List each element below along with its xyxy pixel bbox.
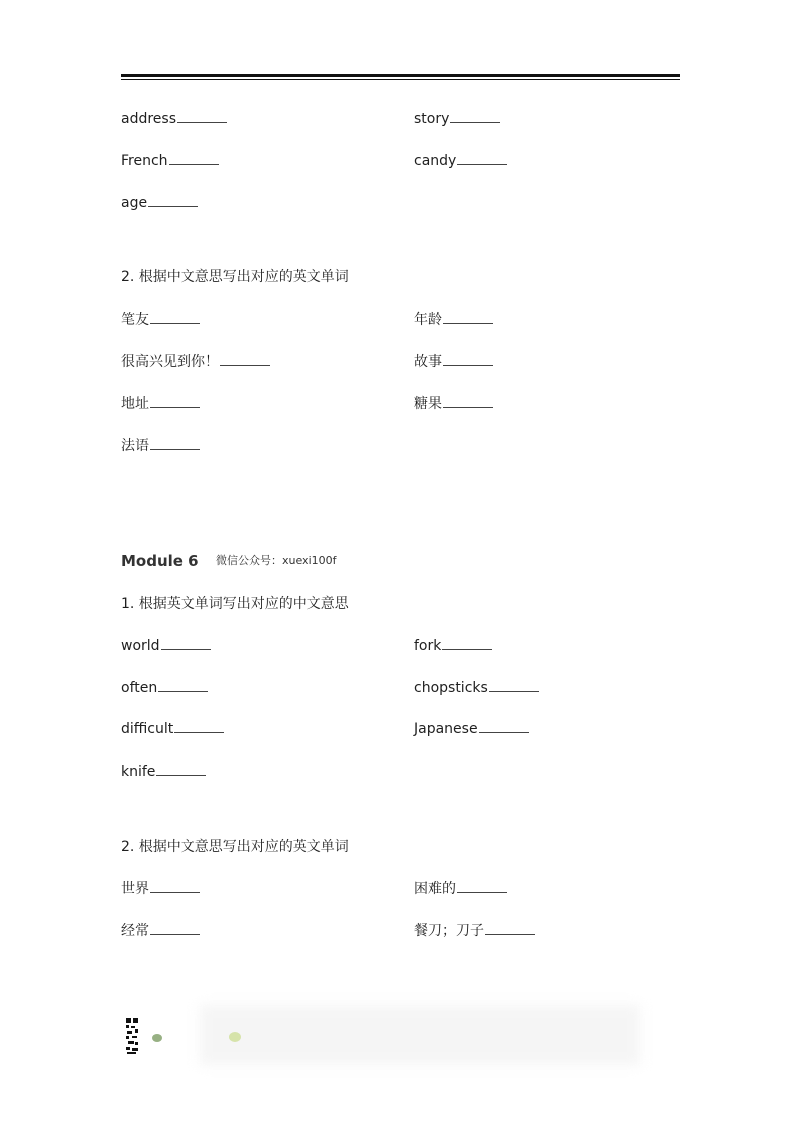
header-rule-thin <box>121 79 680 80</box>
word-item <box>414 922 535 940</box>
word-label: 法语 <box>121 438 149 454</box>
word-item <box>414 720 529 738</box>
word-label: knife <box>121 764 156 780</box>
answer-blank[interactable] <box>457 880 507 893</box>
answer-blank[interactable] <box>443 353 493 366</box>
word-label: age <box>121 195 148 211</box>
word-item <box>121 720 224 738</box>
answer-blank[interactable] <box>156 763 206 776</box>
word-label: 年龄 <box>414 312 442 328</box>
word-label: often <box>121 680 158 696</box>
word-item <box>121 437 200 455</box>
answer-blank[interactable] <box>442 637 492 650</box>
word-item <box>414 880 507 898</box>
word-item <box>414 637 492 655</box>
leaf-icon <box>228 1030 242 1044</box>
answer-blank[interactable] <box>174 720 224 733</box>
word-label: story <box>414 111 450 127</box>
leaf-icon <box>151 1032 163 1044</box>
word-item <box>414 152 507 170</box>
answer-blank[interactable] <box>485 922 535 935</box>
word-item <box>414 353 493 371</box>
word-item <box>414 311 493 329</box>
answer-blank[interactable] <box>450 110 500 123</box>
word-label: 糖果 <box>414 396 442 412</box>
word-label: 世界 <box>121 881 149 897</box>
word-item <box>121 679 208 697</box>
word-label: 很高兴见到你！ <box>121 354 219 370</box>
word-item <box>121 110 227 128</box>
word-item <box>121 880 200 898</box>
word-item <box>414 395 493 413</box>
word-label: 餐刀；刀子 <box>414 923 484 939</box>
answer-blank[interactable] <box>150 437 200 450</box>
word-label: chopsticks <box>414 680 488 696</box>
word-label: difficult <box>121 721 174 737</box>
word-label: 笔友 <box>121 312 149 328</box>
word-label: world <box>121 638 160 654</box>
section-heading: 2. 根据中文意思写出对应的英文单词 <box>121 839 349 855</box>
word-item <box>121 311 200 329</box>
word-label: 经常 <box>121 923 149 939</box>
word-label: 故事 <box>414 354 442 370</box>
word-label: Japanese <box>414 721 478 737</box>
answer-blank[interactable] <box>150 311 200 324</box>
answer-blank[interactable] <box>479 720 529 733</box>
answer-blank[interactable] <box>150 395 200 408</box>
word-item <box>121 395 200 413</box>
answer-blank[interactable] <box>443 395 493 408</box>
word-item <box>414 110 500 128</box>
header-rule-thick <box>121 74 680 77</box>
footer-blur <box>200 1005 640 1065</box>
wechat-account: 微信公众号：xuexi100f <box>216 554 337 567</box>
answer-blank[interactable] <box>177 110 227 123</box>
word-item <box>121 763 206 781</box>
answer-blank[interactable] <box>150 922 200 935</box>
word-label: address <box>121 111 177 127</box>
answer-blank[interactable] <box>457 152 507 165</box>
module-title: Module 6 <box>121 552 199 570</box>
word-item <box>121 152 219 170</box>
answer-blank[interactable] <box>489 679 539 692</box>
word-item <box>121 353 270 371</box>
word-item <box>121 194 198 212</box>
word-label: 地址 <box>121 396 149 412</box>
answer-blank[interactable] <box>150 880 200 893</box>
answer-blank[interactable] <box>148 194 198 207</box>
word-label: candy <box>414 153 457 169</box>
word-item <box>121 922 200 940</box>
answer-blank[interactable] <box>158 679 208 692</box>
word-item <box>414 679 539 697</box>
section-heading: 2. 根据中文意思写出对应的英文单词 <box>121 269 349 285</box>
word-label: French <box>121 153 168 169</box>
answer-blank[interactable] <box>161 637 211 650</box>
answer-blank[interactable] <box>443 311 493 324</box>
answer-blank[interactable] <box>220 353 270 366</box>
qr-code-icon <box>125 1017 139 1055</box>
section-heading: 1. 根据英文单词写出对应的中文意思 <box>121 596 349 612</box>
word-label: fork <box>414 638 442 654</box>
answer-blank[interactable] <box>169 152 219 165</box>
word-label: 困难的 <box>414 881 456 897</box>
word-item <box>121 637 211 655</box>
